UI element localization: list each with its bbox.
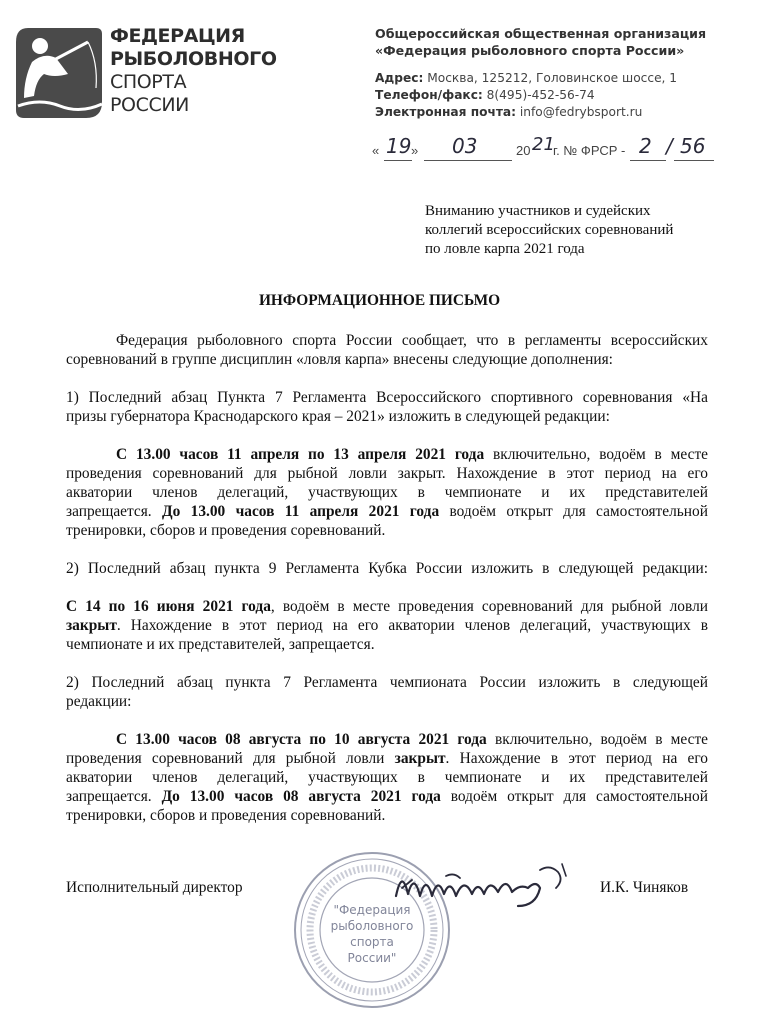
- phone-label: Телефон/факс:: [375, 88, 483, 102]
- stamp-line-4: России": [347, 951, 397, 965]
- month-underline: [424, 160, 512, 161]
- section1-line-4: [66, 502, 708, 521]
- section1-line-1-text: включительно, водоём в месте: [484, 446, 708, 463]
- federation-logo-icon: [10, 22, 106, 122]
- addressee-block: [425, 202, 725, 259]
- section3-line-3: акватории членов делегаций, участвующих в чемпионате и их представителей: [66, 769, 708, 786]
- logo-text-line-4: РОССИИ: [110, 94, 189, 116]
- section3-closed-bold: закрыт: [394, 750, 446, 767]
- year-prefix: 20: [516, 143, 531, 158]
- section1-line-3: акватории членов делегаций, участвующих в чемпионате и их представителей: [66, 484, 708, 501]
- section2-closed-bold: закрыт: [66, 617, 117, 634]
- section1-heading-line-2: призы губернатора Краснодарского края – 2021» изложить в следующей редакции:: [66, 408, 610, 425]
- addressee-line-2: коллегий всероссийских соревнований: [425, 222, 674, 238]
- date-day: 19: [386, 134, 412, 158]
- email-value: info@fedrybsport.ru: [519, 105, 643, 119]
- section3-line-2-text-2: . Нахождение в этот период на его: [445, 750, 708, 767]
- section1-dates-bold: С 13.00 часов 11 апреля по 13 апреля 2021 года: [116, 446, 485, 463]
- addressee-line-3: по ловле карпа 2021 года: [425, 241, 585, 257]
- letter-title: ИНФОРМАЦИОННОЕ ПИСЬМО: [258, 292, 501, 309]
- section2-dates-bold: С 14 по 16 июня 2021 года: [66, 598, 271, 615]
- num2-underline: [674, 160, 714, 161]
- section1-open-date-bold: До 13.00 часов 11 апреля 2021 года: [162, 503, 440, 520]
- address-line: [375, 71, 677, 85]
- section3-line-1: [116, 730, 708, 749]
- section3-line-4-text-2: водоём открыт для самостоятельной: [440, 788, 708, 805]
- section3-heading-line-2: редакции:: [66, 693, 132, 710]
- section3-heading-line-1: 2) Последний абзац пункта 7 Регламента чемпионата России изложить в следующей: [66, 674, 708, 691]
- section2-line-2-text: . Нахождение в этот период на его акватории членов делегаций, участвующих в: [116, 617, 708, 634]
- signatory-position: Исполнительный директор: [66, 879, 243, 896]
- addressee-line-1: Вниманию участников и судейских: [425, 203, 651, 219]
- section3-open-date-bold: До 13.00 часов 08 августа 2021 года: [161, 788, 441, 805]
- section3-line-1-text: включительно, водоём в месте: [486, 731, 709, 748]
- address-label: Адрес:: [375, 71, 424, 85]
- reg-number-label: г. № ФРСР -: [553, 143, 626, 158]
- logo-text-line-1: ФЕДЕРАЦИЯ: [110, 25, 245, 47]
- reg-number-part-1: 2: [639, 134, 652, 158]
- section3-line-4: [66, 787, 708, 806]
- org-name-line-1: Общероссийская общественная организация: [375, 26, 707, 41]
- reg-number-slash: /: [666, 134, 673, 158]
- intro-line-1: Федерация рыболовного спорта России сообщает, что в регламенты всероссийских: [116, 332, 708, 349]
- section1-line-4-text: запрещается.: [66, 503, 162, 520]
- phone-value: 8(495)-452-56-74: [486, 88, 595, 102]
- stamp-line-3: спорта: [350, 935, 394, 949]
- logo-text-line-2: РЫБОЛОВНОГО: [110, 48, 277, 70]
- section2-line-1: [66, 597, 708, 616]
- stamp-line-1: "Федерация: [333, 903, 411, 917]
- section1-line-2: проведения соревнований для рыбной ловли закрыт. Нахождение в этот период на его: [66, 465, 708, 482]
- email-label: Электронная почта:: [375, 105, 517, 119]
- section3-line-2-text: проведения соревнований для рыбной ловли: [66, 750, 395, 767]
- section3-line-5: тренировки, сборов и проведения соревнований.: [66, 807, 386, 824]
- date-month: 03: [452, 134, 478, 158]
- day-underline: [384, 160, 412, 161]
- section3-line-4-text: запрещается.: [66, 788, 162, 805]
- date-quote-close: »: [411, 143, 419, 158]
- section2-line-2: [66, 616, 708, 635]
- section3-dates-bold: С 13.00 часов 08 августа по 10 августа 2021 года: [116, 731, 487, 748]
- section1-line-1: [116, 445, 708, 464]
- date-quote-open: «: [372, 143, 380, 158]
- section2-heading: 2) Последний абзац пункта 9 Регламента Кубка России изложить в следующей редакции:: [66, 560, 708, 577]
- signatory-name: И.К. Чиняков: [600, 879, 689, 896]
- num1-underline: [630, 160, 666, 161]
- section1-heading-line-1: 1) Последний абзац Пункта 7 Регламента Всероссийского спортивного соревнования «На: [66, 389, 708, 406]
- section2-line-1-text: , водоём в месте проведения соревнований для рыбной ловли: [270, 598, 708, 615]
- handwritten-signature-icon: [390, 858, 580, 910]
- section1-line-4-text-2: водоём открыт для самостоятельной: [439, 503, 708, 520]
- phone-line: [375, 88, 595, 102]
- logo-text-line-3: СПОРТА: [110, 71, 187, 93]
- intro-line-2: соревнований в группе дисциплин «ловля карпа» внесены следующие дополнения:: [66, 351, 613, 368]
- section3-line-2: [66, 749, 708, 768]
- section1-line-5: тренировки, сборов и проведения соревнований.: [66, 522, 386, 539]
- section2-line-3: чемпионате и их представителей, запрещается.: [66, 636, 375, 653]
- address-value: Москва, 125212, Головинское шоссе, 1: [427, 71, 678, 85]
- stamp-line-2: рыболовного: [330, 919, 414, 933]
- reg-number-part-2: 56: [680, 134, 706, 158]
- year-suffix: 21: [532, 134, 555, 155]
- email-line: [375, 105, 642, 119]
- org-name-line-2: «Федерация рыболовного спорта России»: [375, 43, 685, 58]
